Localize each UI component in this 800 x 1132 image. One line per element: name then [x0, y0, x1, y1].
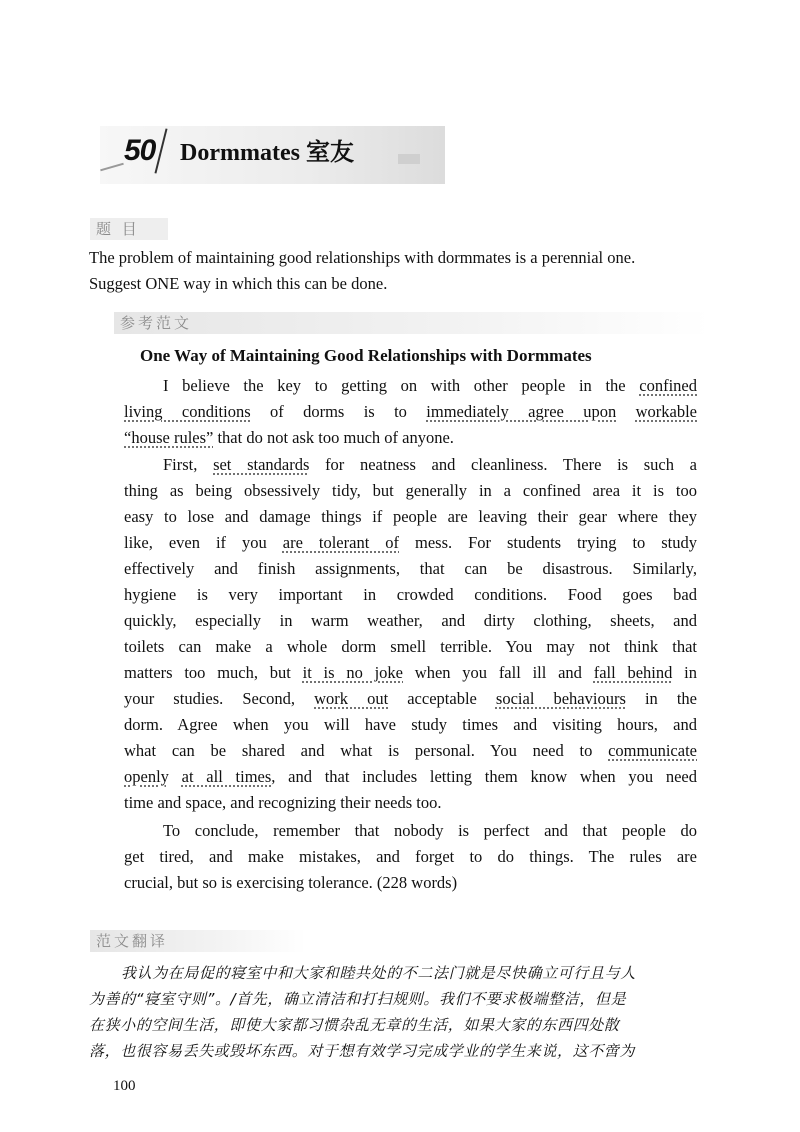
translation-line-1: 我认为在局促的寝室中和大家和睦共处的不二法门就是尽快确立可行且与人 [121, 964, 636, 982]
essay-p3-line-3: crucial, but so is exercising tolerance. (228 words) [124, 873, 458, 892]
translation-line-3: 在狭小的空间生活，即使大家都习惯杂乱无章的生活，如果大家的东西四处散 [89, 1016, 620, 1034]
essay-p1-line-2 [124, 399, 697, 425]
text-span: matters too much, but [124, 663, 303, 682]
banner-decoration-block [398, 154, 420, 164]
essay-p2-line-14: time and space, and recognizing their needs too. [124, 793, 442, 812]
essay-p2-line-1 [163, 452, 697, 478]
vocab-communicate: communicate [608, 741, 697, 760]
text-span: for neatness and cleanliness. There is such a [309, 455, 697, 474]
essay-p1-line-3 [124, 425, 454, 451]
vocab-work-out: work out [314, 689, 389, 708]
essay-p2-line-13 [124, 764, 697, 790]
translation-line-2: 为善的“寝室守则”。/首先，确立清洁和打扫规则。我们不要求极端整洁，但是 [89, 990, 627, 1008]
essay-p2-line-12 [124, 738, 697, 764]
essay-p3-line-1: To conclude, remember that nobody is perfect and that people do [163, 821, 697, 840]
vocab-at-all-times: at all times [181, 767, 272, 786]
essay-title: One Way of Maintaining Good Relationships with Dormmates [140, 346, 592, 365]
essay-p2-line-11: dorm. Agree when you will have study times and visiting hours, and [124, 715, 697, 734]
text-span [169, 767, 182, 786]
vocab-workable: workable [635, 402, 698, 421]
text-span: acceptable [388, 689, 496, 708]
essay-p1-line-1 [163, 373, 697, 399]
sample-essay-label: 参考范文 [114, 312, 710, 334]
text-span: First, [163, 455, 214, 474]
question-line-1: The problem of maintaining good relationships with dormmates is a perennial one. [89, 248, 636, 267]
vocab-it-is-no-joke: it is no joke [302, 663, 404, 682]
essay-p2-line-7: quickly, especially in warm weather, and dirty clothing, sheets, and [124, 611, 697, 630]
essay-p2-line-5: effectively and finish assignments, that can be disastrous. Similarly, [124, 559, 697, 578]
text-span: when you fall ill and [403, 663, 594, 682]
text-span: I believe the key to getting on with other people in the [163, 376, 640, 395]
text-span: what can be shared and what is personal. You need to [124, 741, 609, 760]
essay-p2-line-10 [124, 686, 697, 712]
essay-p2-line-4 [124, 530, 697, 556]
essay-p2-line-8: toilets can make a whole dorm smell terrible. You may not think that [124, 637, 697, 656]
text-span: mess. For students trying to study [399, 533, 698, 552]
essay-p2-line-2: thing as being obsessively tidy, but generally in a confined area it is too [124, 481, 697, 500]
text-span: of dorms is to [250, 402, 427, 421]
essay-p2-line-6: hygiene is very important in crowded conditions. Food goes bad [124, 585, 697, 604]
text-span: your studies. Second, [124, 689, 315, 708]
chapter-title: Dormmates 室友 [180, 140, 354, 166]
text-span: in the [625, 689, 697, 708]
page-number: 100 [113, 1078, 136, 1094]
vocab-set-standards: set standards [213, 455, 310, 474]
essay-p2-line-9 [124, 660, 697, 686]
question-label: 题 目 [90, 218, 168, 240]
text-span [616, 402, 635, 421]
text-span: like, even if you [124, 533, 283, 552]
vocab-social-behaviours: social behaviours [495, 689, 626, 708]
vocab-immediately-agree-upon: immediately agree upon [426, 402, 617, 421]
text-span: that do not ask too much of anyone. [213, 428, 454, 447]
vocab-confined: confined [639, 376, 697, 395]
question-line-2: Suggest ONE way in which this can be done. [89, 274, 388, 293]
vocab-fall-behind: fall behind [593, 663, 673, 682]
vocab-openly: openly [124, 767, 169, 786]
essay-p2-line-3: easy to lose and damage things if people are leaving their gear where they [124, 507, 697, 526]
text-span: , and that includes letting them know when you need [271, 767, 697, 786]
essay-p3-line-2: get tired, and make mistakes, and forget to do things. The rules are [124, 847, 697, 866]
translation-line-4: 落，也很容易丢失或毁坏东西。对于想有效学习完成学业的学生来说，这不啻为 [89, 1042, 636, 1060]
text-span: in [672, 663, 697, 682]
chapter-number: 50 [124, 134, 156, 167]
vocab-house-rules: “house rules” [124, 428, 214, 447]
vocab-are-tolerant-of: are tolerant of [282, 533, 400, 552]
translation-label: 范文翻译 [90, 930, 306, 952]
chapter-banner [100, 126, 445, 184]
vocab-living-conditions: living conditions [124, 402, 251, 421]
